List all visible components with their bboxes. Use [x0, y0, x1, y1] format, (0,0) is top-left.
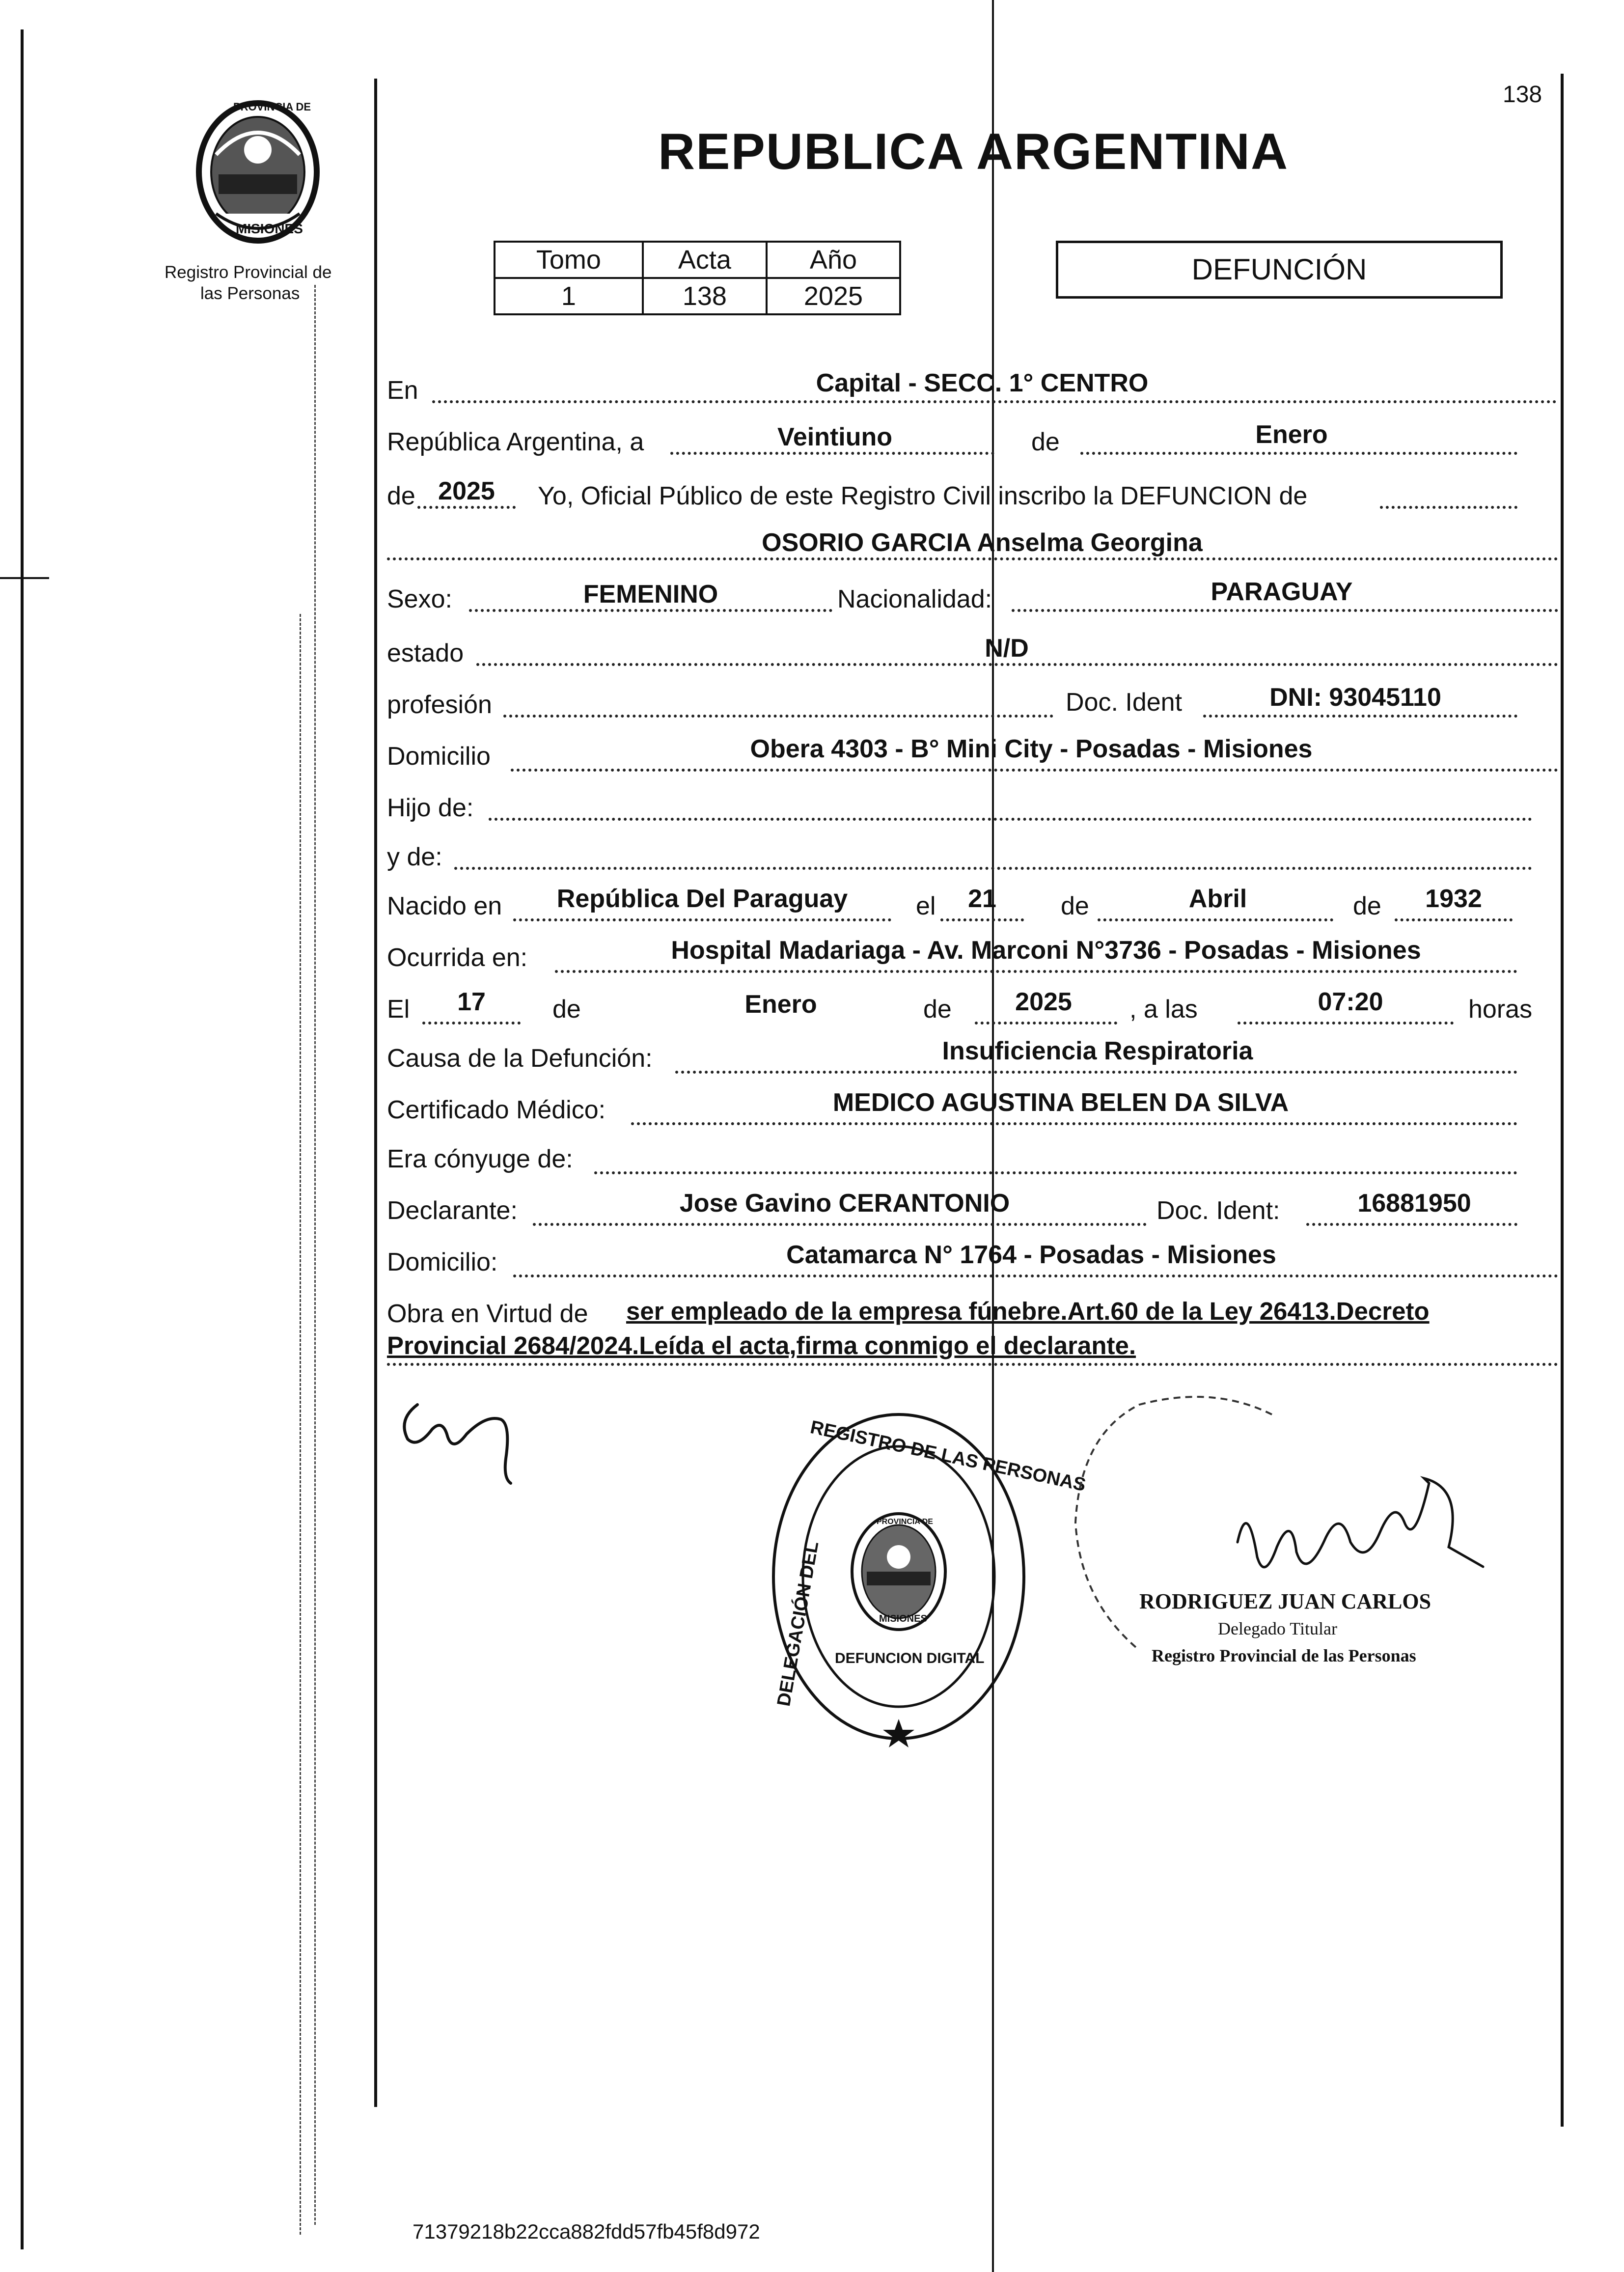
el2-label: El — [387, 995, 410, 1024]
fold-line — [992, 0, 994, 2272]
seal-text-top: REGISTRO DE LAS PERSONAS — [808, 1417, 1088, 1496]
conyuge-line — [594, 1171, 1517, 1174]
decl-domicilio-value: Catamarca N° 1764 - Posadas - Misiones — [786, 1241, 1276, 1269]
ocurrida-line — [555, 970, 1517, 973]
decl-doc-label: Doc. Ident: — [1156, 1196, 1280, 1225]
dashed-margin-line — [314, 285, 316, 2225]
left-page-edge — [21, 29, 24, 2249]
nacido-value: República Del Paraguay — [556, 885, 848, 913]
declarante-label: Declarante: — [387, 1196, 518, 1225]
page-number: 138 — [1503, 82, 1542, 108]
month-value: Enero — [1255, 420, 1328, 449]
decl-domicilio-label: Domicilio: — [387, 1248, 498, 1276]
obra-line — [387, 1363, 1558, 1366]
yde-label: y de: — [387, 843, 442, 871]
obra-value-line1: ser empleado de la empresa fúnebre.Art.60 de la Ley 26413.Decreto — [626, 1297, 1430, 1325]
declarante-value: Jose Gavino CERANTONIO — [679, 1189, 1010, 1218]
estado-label: estado — [387, 639, 464, 667]
birth-de1-label: de — [1061, 892, 1089, 920]
yo-text: Yo, Oficial Público de este Registro Civil inscribo la DEFUNCION de — [538, 482, 1308, 510]
causa-line — [675, 1071, 1517, 1074]
sexo-line — [469, 609, 832, 612]
official-role: Delegado Titular — [1218, 1619, 1337, 1638]
ocurrida-label: Ocurrida en: — [387, 943, 528, 972]
death-day-line — [422, 1022, 521, 1025]
en-line — [432, 400, 1557, 403]
certificado-line — [631, 1122, 1517, 1125]
hijo-line — [489, 818, 1532, 821]
left-margin-line — [374, 79, 377, 2107]
record-table-value-row — [495, 278, 900, 314]
year-value: 2025 — [438, 477, 495, 505]
domicilio-label: Domicilio — [387, 742, 491, 771]
en-label: En — [387, 376, 418, 405]
birth-day-line — [940, 918, 1024, 921]
alas-label: , a las — [1129, 995, 1198, 1024]
official-name: RODRIGUEZ JUAN CARLOS — [1139, 1589, 1431, 1613]
official-office: Registro Provincial de las Personas — [1152, 1646, 1416, 1665]
profesion-label: profesión — [387, 691, 492, 719]
registry-name-line2: las Personas — [200, 284, 300, 303]
seal-logo-top: PROVINCIA DE — [877, 1518, 933, 1526]
year-line — [417, 506, 516, 509]
nacionalidad-label: Nacionalidad: — [837, 585, 992, 613]
acta-value: 138 — [643, 278, 767, 314]
margin-tick — [0, 577, 49, 579]
causa-label: Causa de la Defunción: — [387, 1044, 653, 1073]
ocurrida-value: Hospital Madariaga - Av. Marconi N°3736 - Posadas - Misiones — [671, 936, 1421, 965]
death-time: 07:20 — [1318, 988, 1383, 1016]
deceased-name: OSORIO GARCIA Anselma Georgina — [762, 528, 1203, 557]
en-value: Capital - SECC. 1° CENTRO — [816, 369, 1149, 397]
horas-label: horas — [1468, 995, 1533, 1024]
logo-text-top: PROVINCIA DE — [233, 101, 311, 113]
el-label: el — [916, 892, 936, 920]
obra-label: Obra en Virtud de — [387, 1300, 588, 1328]
death-de2-label: de — [923, 995, 952, 1024]
estado-line — [476, 663, 1558, 666]
ano-value: 2025 — [767, 278, 900, 314]
profesion-line — [503, 715, 1053, 718]
sexo-value: FEMENINO — [583, 580, 718, 609]
birth-de2-label: de — [1353, 892, 1381, 920]
month-line — [1080, 452, 1517, 455]
birth-year: 1932 — [1425, 885, 1482, 913]
nacionalidad-line — [1012, 609, 1558, 612]
day-value: Veintiuno — [777, 423, 892, 451]
document-hash: 71379218b22cca882fdd57fb45f8d972 — [413, 2220, 760, 2243]
death-year: 2025 — [1015, 988, 1072, 1016]
hijo-label: Hijo de: — [387, 794, 474, 822]
official-signature — [1218, 1468, 1493, 1596]
decl-doc-line — [1306, 1223, 1517, 1226]
yo-line — [1380, 506, 1517, 509]
yde-line — [454, 867, 1532, 870]
death-year-line — [975, 1022, 1117, 1025]
doc-line — [1203, 715, 1517, 718]
obra-value-line2: Provincial 2684/2024.Leída el acta,firma conmigo el declarante. — [387, 1331, 1136, 1359]
republica-label: República Argentina, a — [387, 428, 644, 456]
record-type-box: DEFUNCIÓN — [1056, 241, 1503, 299]
domicilio-line — [511, 769, 1558, 772]
de-label: de — [1031, 428, 1060, 456]
decl-doc-value: 16881950 — [1357, 1189, 1471, 1218]
birth-day: 21 — [968, 885, 996, 913]
right-margin-line — [1561, 74, 1564, 2127]
death-day: 17 — [457, 988, 486, 1016]
death-month: Enero — [744, 990, 817, 1019]
conyuge-label: Era cónyuge de: — [387, 1145, 573, 1173]
declarant-signature — [388, 1385, 525, 1493]
declarante-line — [533, 1223, 1147, 1226]
birth-month-line — [1098, 918, 1333, 921]
death-de1-label: de — [552, 995, 581, 1024]
causa-value: Insuficiencia Respiratoria — [942, 1037, 1253, 1065]
ano-header: Año — [767, 242, 900, 278]
tomo-value: 1 — [495, 278, 643, 314]
day-line — [670, 452, 994, 455]
seal-text-left: DELEGACIÓN DEL — [773, 1540, 823, 1708]
nacionalidad-value: PARAGUAY — [1211, 578, 1353, 606]
death-time-line — [1238, 1022, 1454, 1025]
tomo-header: Tomo — [495, 242, 643, 278]
dashed-margin-line-2 — [300, 614, 301, 2235]
nacido-label: Nacido en — [387, 892, 502, 920]
registry-logo — [187, 91, 329, 248]
seal-logo-bottom: MISIONES — [879, 1613, 927, 1624]
seal-inner-text: DEFUNCION DIGITAL — [835, 1650, 985, 1666]
sexo-label: Sexo: — [387, 585, 452, 613]
page-title: REPUBLICA ARGENTINA — [658, 123, 1289, 180]
de2-label: de — [387, 482, 415, 510]
logo-text-bottom: MISIONES — [236, 221, 303, 236]
birth-month: Abril — [1188, 885, 1247, 913]
domicilio-value: Obera 4303 - B° Mini City - Posadas - Misiones — [750, 735, 1313, 763]
nacido-line — [513, 918, 891, 921]
record-table-header-row — [495, 242, 900, 278]
registry-name-line1: Registro Provincial de — [165, 263, 332, 282]
certificado-value: MEDICO AGUSTINA BELEN DA SILVA — [832, 1088, 1289, 1117]
estado-value: N/D — [985, 634, 1029, 663]
birth-year-line — [1395, 918, 1513, 921]
record-table — [494, 241, 901, 315]
decl-domicilio-line — [513, 1275, 1558, 1277]
certificado-label: Certificado Médico: — [387, 1096, 606, 1124]
doc-value: DNI: 93045110 — [1269, 683, 1441, 712]
doc-label: Doc. Ident — [1066, 688, 1183, 717]
acta-header: Acta — [643, 242, 767, 278]
deceased-name-line — [387, 557, 1558, 560]
